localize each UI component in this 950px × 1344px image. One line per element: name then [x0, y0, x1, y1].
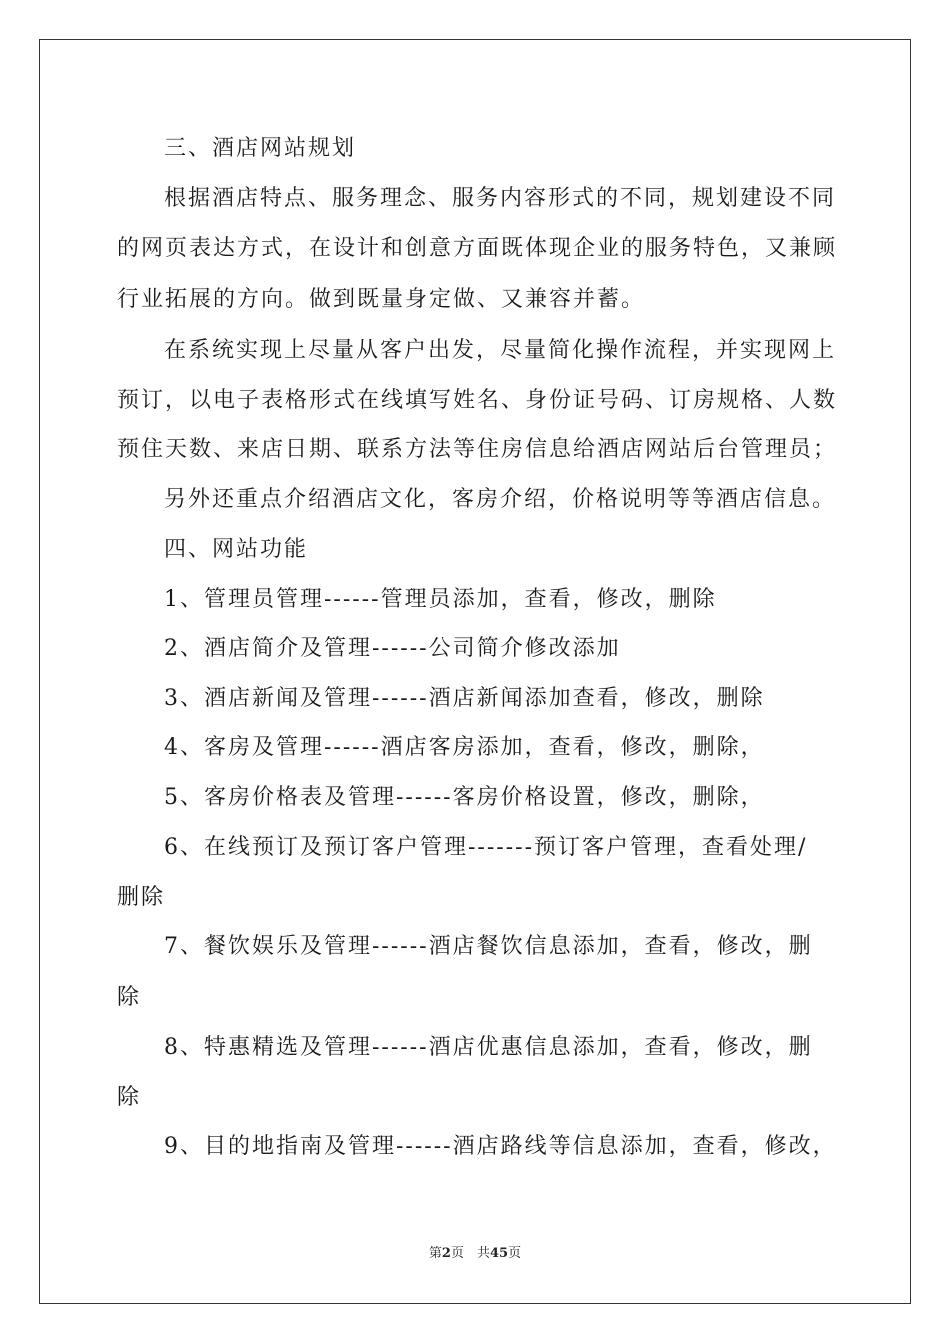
list-item-continuation: 删除 — [117, 885, 166, 910]
paragraph-line: 根据酒店特点、服务理念、服务内容形式的不同，规划建设不同 — [164, 186, 837, 211]
paragraph-line: 在系统实现上尽量从客户出发，尽量简化操作流程，并实现网上 — [164, 338, 837, 363]
section-heading-3: 三、酒店网站规划 — [164, 136, 357, 161]
paragraph-line: 行业拓展的方向。做到既量身定做、又兼容并蓄。 — [117, 287, 646, 312]
list-item: 9、目的地指南及管理------酒店路线等信息添加，查看，修改， — [164, 1134, 837, 1159]
list-item: 8、特惠精选及管理------酒店优惠信息添加，查看，修改，删 — [164, 1035, 813, 1060]
list-item: 3、酒店新闻及管理------酒店新闻添加查看，修改，删除 — [164, 686, 765, 711]
footer-page-number: 2 — [441, 1246, 451, 1261]
section-heading-4: 四、网站功能 — [164, 537, 309, 562]
list-item: 4、客房及管理------酒店客房添加，查看，修改，删除， — [164, 735, 765, 760]
paragraph-line: 预住天数、来店日期、联系方法等住房信息给酒店网站后台管理员； — [117, 437, 838, 462]
list-item: 5、客房价格表及管理------客房价格设置，修改，删除， — [164, 785, 765, 810]
list-item: 1、管理员管理------管理员添加，查看，修改，删除 — [164, 587, 717, 612]
page-footer — [0, 1246, 950, 1262]
footer-page-prefix: 第 — [428, 1246, 442, 1261]
footer-page-mid: 页 共 — [450, 1246, 490, 1261]
footer-total-pages: 45 — [489, 1246, 509, 1261]
list-item: 7、餐饮娱乐及管理------酒店餐饮信息添加，查看，修改，删 — [164, 934, 813, 959]
list-item: 6、在线预订及预订客户管理-------预订客户管理，查看处理/ — [164, 835, 808, 860]
list-item: 2、酒店简介及管理------公司简介修改添加 — [164, 636, 621, 661]
paragraph-line: 预订，以电子表格形式在线填写姓名、身份证号码、订房规格、人数 — [117, 388, 838, 413]
footer-page-suffix: 页 — [508, 1246, 522, 1261]
list-item-continuation: 除 — [117, 1085, 142, 1110]
paragraph-line: 另外还重点介绍酒店文化，客房介绍，价格说明等等酒店信息。 — [164, 487, 837, 512]
page-border — [39, 39, 911, 1304]
list-item-continuation: 除 — [117, 985, 142, 1010]
paragraph-line: 的网页表达方式，在设计和创意方面既体现企业的服务特色，又兼顾 — [117, 236, 838, 261]
